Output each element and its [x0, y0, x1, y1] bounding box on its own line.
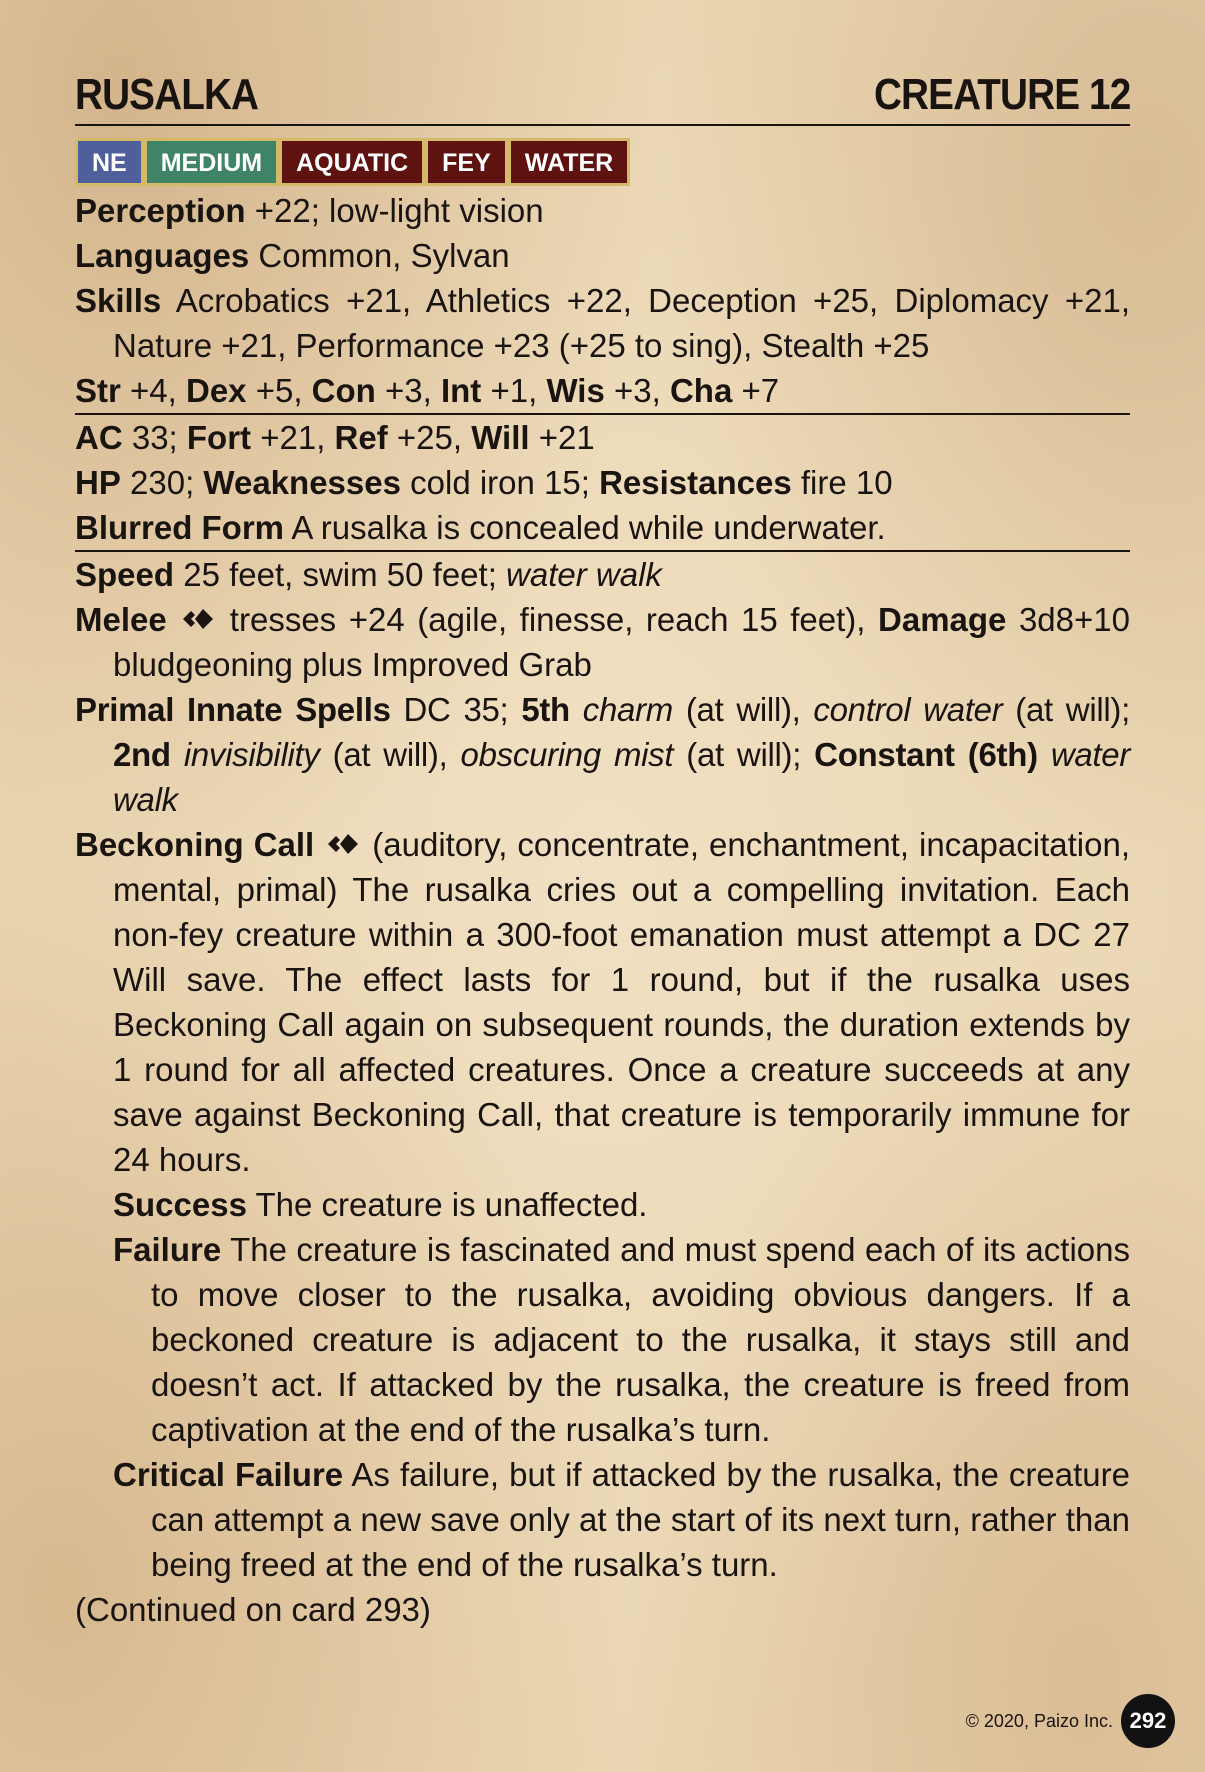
ac-value: 33;: [122, 419, 187, 456]
str-label: Str: [75, 372, 121, 409]
melee-label: Melee: [75, 601, 167, 638]
success-line: [75, 1182, 1130, 1227]
failure-text: The creature is fascinated and must spend each of its actions to move closer to the rusalka, avoiding obvious dangers. If a beckoned creature is adjacent to the rusalka, it stays still and doesn’t act. If attacked by the rusalka, the creature is freed from captivation at the end of the rusalka’s turn.: [151, 1231, 1130, 1448]
perception-value: +22; low-light vision: [245, 192, 544, 229]
ref-value: +25,: [387, 419, 472, 456]
critical-failure-line: [75, 1452, 1130, 1587]
hp-value: 230;: [120, 464, 204, 501]
dex-value: +5,: [246, 372, 312, 409]
dex-label: Dex: [185, 372, 247, 409]
success-label: Success: [113, 1186, 247, 1223]
str-value: +4,: [120, 372, 186, 409]
spell-charm-note: (at will),: [672, 691, 814, 728]
single-action-icon: [181, 604, 215, 634]
con-value: +3,: [375, 372, 441, 409]
speed-value: 25 feet, swim 50 feet;: [174, 556, 507, 593]
perception-label: Perception: [75, 192, 246, 229]
weaknesses-value: cold iron 15;: [400, 464, 600, 501]
speed-special: water walk: [506, 556, 662, 593]
will-value: +21: [529, 419, 595, 456]
failure-line: [75, 1227, 1130, 1452]
spell-obscuring-mist-note: (at will);: [673, 736, 815, 773]
spells-line: [75, 687, 1130, 822]
spell-control-water: control water: [813, 691, 1003, 728]
stat-block-header: [75, 68, 1130, 126]
wis-value: +3,: [604, 372, 670, 409]
melee-line: [75, 597, 1130, 687]
int-value: +1,: [481, 372, 547, 409]
spell-constant-label: Constant (6th): [814, 736, 1038, 773]
single-action-icon: [326, 829, 360, 859]
spells-dc: DC 35;: [390, 691, 522, 728]
trait-fey: FEY: [428, 141, 505, 183]
blurred-form-text: A rusalka is concealed while underwater.: [284, 509, 886, 546]
damage-value: 3d8+10 bludgeoning plus Improved Grab: [113, 601, 1130, 683]
languages-line: [75, 233, 1130, 278]
spells-label: Primal Innate Spells: [75, 691, 391, 728]
creature-name: RUSALKA: [75, 70, 259, 119]
stat-block-card: [75, 68, 1130, 1632]
trait-water: WATER: [511, 141, 627, 183]
blurred-form-label: Blurred Form: [75, 509, 285, 546]
card-footer: [966, 1694, 1175, 1748]
trait-bar: [75, 138, 630, 186]
cha-label: Cha: [669, 372, 733, 409]
ref-label: Ref: [334, 419, 388, 456]
languages-value: Common, Sylvan: [249, 237, 510, 274]
blurred-form-line: [75, 505, 1130, 550]
ac-label: AC: [75, 419, 123, 456]
spell-control-water-note: (at will);: [1002, 691, 1130, 728]
spell-rank-5-label: 5th: [521, 691, 570, 728]
melee-text: tresses +24 (agile, finesse, reach 15 feet),: [217, 601, 879, 638]
resistances-value: fire 10: [791, 464, 893, 501]
speed-line: [75, 550, 1130, 597]
spell-invisibility: invisibility: [183, 736, 320, 773]
speed-label: Speed: [75, 556, 175, 593]
beckoning-call-text: (auditory, concentrate, enchantment, incapacitation, mental, primal) The rusalka cries out a compelling invitation. Each non-fey creature within a 300-foot emanation must attempt a DC 27 Will save. The effect lasts for 1 round, but if the rusalka uses Beckoning Call again on subsequent rounds, the duration extends by 1 round for all affected creatures. Once a creature succeeds at any save against Beckoning Call, that creature is temporarily immune for 24 hours.: [113, 826, 1130, 1178]
cha-value: +7: [732, 372, 780, 409]
copyright-text: © 2020, Paizo Inc.: [965, 1710, 1113, 1731]
damage-label: Damage: [878, 601, 1007, 638]
skills-value: Acrobatics +21, Athletics +22, Deception +25, Diplomacy +21, Nature +21, Performance +23 (+25 to sing), Stealth +25: [113, 282, 1130, 364]
continued-note: (Continued on card 293): [75, 1591, 431, 1628]
spell-water-walk: water walk: [113, 736, 1131, 818]
creature-level: CREATURE 12: [873, 70, 1130, 119]
spell-rank-2-label: 2nd: [113, 736, 171, 773]
languages-label: Languages: [75, 237, 250, 274]
perception-line: [75, 188, 1130, 233]
card-number-badge: 292: [1121, 1694, 1175, 1748]
beckoning-call-label: Beckoning Call: [75, 826, 315, 863]
success-text: The creature is unaffected.: [246, 1186, 648, 1223]
spell-charm: charm: [582, 691, 673, 728]
skills-label: Skills: [75, 282, 162, 319]
wis-label: Wis: [546, 372, 605, 409]
defense-line: [75, 413, 1130, 460]
trait-alignment: NE: [78, 141, 141, 183]
resistances-label: Resistances: [599, 464, 792, 501]
will-label: Will: [471, 419, 530, 456]
beckoning-call-line: [75, 822, 1130, 1182]
hp-label: HP: [75, 464, 121, 501]
spell-obscuring-mist: obscuring mist: [460, 736, 674, 773]
trait-aquatic: AQUATIC: [282, 141, 422, 183]
critical-failure-text: As failure, but if attacked by the rusalka, the creature can attempt a new save only at the start of its next turn, rather than being freed at the end of the rusalka’s turn.: [151, 1456, 1130, 1583]
ability-scores-line: [75, 368, 1130, 413]
weaknesses-label: Weaknesses: [203, 464, 401, 501]
critical-failure-label: Critical Failure: [113, 1456, 344, 1493]
fort-label: Fort: [186, 419, 252, 456]
failure-label: Failure: [113, 1231, 222, 1268]
spell-invisibility-note: (at will),: [319, 736, 461, 773]
fort-value: +21,: [251, 419, 335, 456]
con-label: Con: [311, 372, 376, 409]
trait-size: MEDIUM: [147, 141, 276, 183]
hp-line: [75, 460, 1130, 505]
skills-line: [75, 278, 1130, 368]
int-label: Int: [440, 372, 482, 409]
